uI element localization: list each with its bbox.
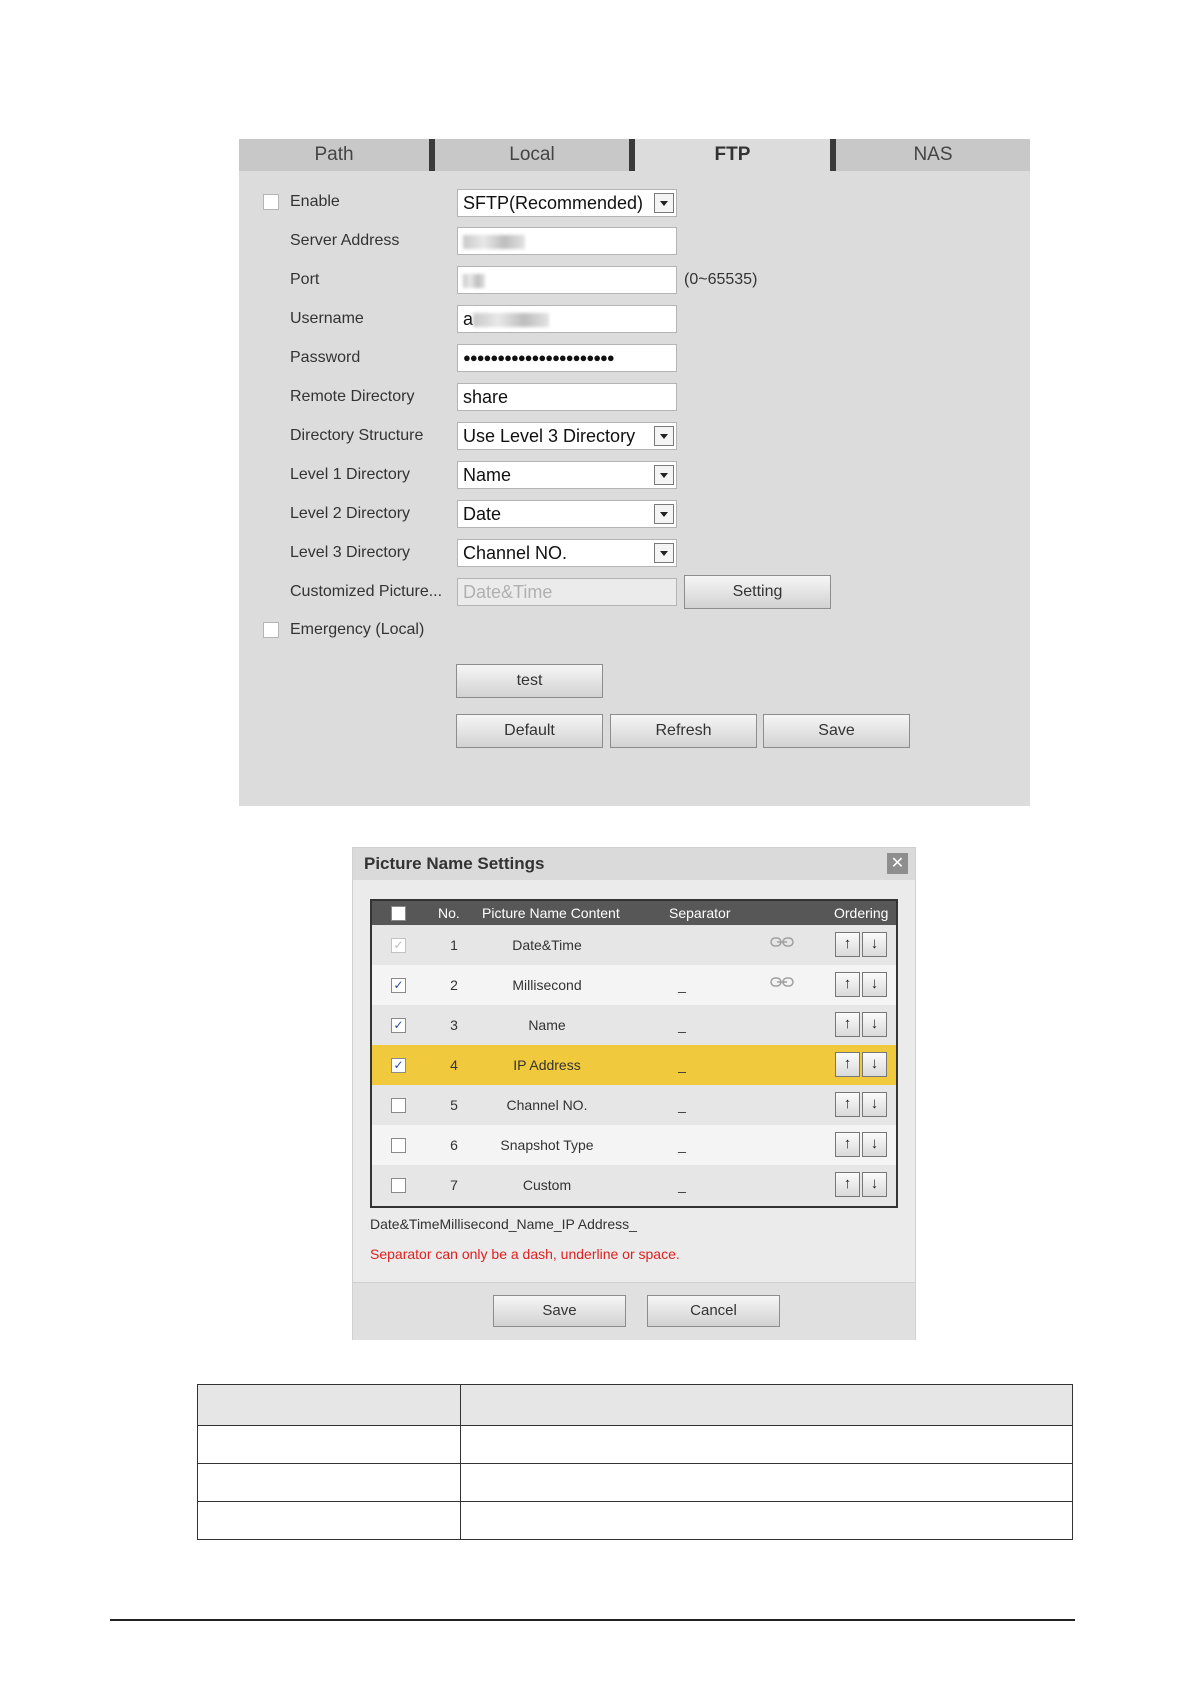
level1-directory-select[interactable]: [457, 461, 677, 489]
table-row-selected[interactable]: [372, 1045, 896, 1085]
username-label: Username: [290, 310, 364, 327]
table-cell: [461, 1502, 1073, 1540]
move-up-icon[interactable]: ↑: [835, 1172, 860, 1197]
dialog-header: [353, 848, 915, 880]
row-content: Snapshot Type: [500, 1137, 594, 1153]
level3-directory-label: Level 3 Directory: [290, 544, 411, 561]
column-separator: Separator: [669, 905, 731, 921]
table-row: [198, 1502, 1073, 1540]
move-down-icon[interactable]: ↓: [862, 1052, 887, 1077]
ftp-settings-panel: [239, 139, 1030, 806]
level2-directory-select[interactable]: [457, 500, 677, 528]
move-down-icon[interactable]: ↓: [862, 1092, 887, 1117]
move-down-icon[interactable]: ↓: [862, 1012, 887, 1037]
row-no: 3: [450, 1017, 458, 1033]
redacted-value: [463, 235, 525, 249]
table-header-row: [198, 1385, 1073, 1426]
row-separator[interactable]: _: [678, 1057, 686, 1073]
table-row[interactable]: [372, 965, 896, 1005]
username-field[interactable]: [457, 305, 677, 333]
table-cell: [198, 1502, 461, 1540]
level1-directory-value: Name: [463, 465, 512, 485]
row-checkbox[interactable]: [391, 1098, 406, 1113]
column-content: Picture Name Content: [482, 905, 620, 921]
row-content: Date&Time: [512, 937, 582, 953]
table-row[interactable]: [372, 1085, 896, 1125]
move-down-icon[interactable]: ↓: [862, 1132, 887, 1157]
directory-structure-label: Directory Structure: [290, 427, 424, 444]
dialog-title: Picture Name Settings: [364, 854, 545, 873]
row-separator[interactable]: _: [678, 1017, 686, 1033]
password-field[interactable]: ●●●●●●●●●●●●●●●●●●●●●●: [457, 344, 677, 372]
port-field[interactable]: [457, 266, 677, 294]
table-row: [198, 1464, 1073, 1502]
table-row[interactable]: [372, 1125, 896, 1165]
move-up-icon[interactable]: ↑: [835, 1132, 860, 1157]
picture-name-table: [370, 899, 898, 1208]
close-icon[interactable]: ✕: [887, 853, 908, 874]
move-down-icon[interactable]: ↓: [862, 972, 887, 997]
level3-directory-value: Channel NO.: [463, 543, 568, 563]
customized-picture-field: Date&Time: [457, 578, 677, 606]
chevron-down-icon[interactable]: [654, 543, 674, 563]
separator-hint: Separator can only be a dash, underline or space.: [370, 1246, 680, 1262]
remote-directory-label: Remote Directory: [290, 388, 415, 405]
link-icon[interactable]: [770, 933, 794, 951]
table-row[interactable]: [372, 1005, 896, 1045]
move-down-icon[interactable]: ↓: [862, 932, 887, 957]
storage-tabs: [239, 139, 1030, 171]
server-address-label: Server Address: [290, 232, 400, 249]
dialog-cancel-button[interactable]: Cancel: [647, 1295, 780, 1327]
chevron-down-icon[interactable]: [654, 426, 674, 446]
level1-directory-label: Level 1 Directory: [290, 466, 411, 483]
tab-path[interactable]: Path: [239, 139, 429, 171]
row-content: Custom: [522, 1177, 572, 1193]
table-cell: [198, 1385, 461, 1426]
table-row[interactable]: [372, 925, 896, 965]
remote-directory-field[interactable]: share: [457, 383, 677, 411]
protocol-value: SFTP(Recommended): [463, 193, 644, 213]
port-range-hint: (0~65535): [684, 271, 758, 288]
row-content: IP Address: [513, 1057, 581, 1073]
move-up-icon[interactable]: ↑: [835, 1052, 860, 1077]
dialog-save-button[interactable]: Save: [493, 1295, 626, 1327]
row-no: 1: [450, 937, 458, 953]
protocol-select[interactable]: [457, 189, 677, 217]
level2-directory-value: Date: [463, 504, 502, 524]
footer-divider: [110, 1619, 1075, 1621]
level2-directory-label: Level 2 Directory: [290, 505, 411, 522]
table-row[interactable]: [372, 1165, 896, 1206]
row-content: Millisecond: [512, 977, 582, 993]
row-no: 7: [450, 1177, 458, 1193]
row-separator[interactable]: _: [678, 1137, 686, 1153]
emergency-label: Emergency (Local): [290, 621, 425, 638]
chevron-down-icon[interactable]: [654, 504, 674, 524]
row-no: 5: [450, 1097, 458, 1113]
directory-structure-select[interactable]: [457, 422, 677, 450]
default-button[interactable]: Default: [456, 714, 603, 748]
row-separator[interactable]: _: [678, 1177, 686, 1193]
save-button[interactable]: Save: [763, 714, 910, 748]
table-cell: [461, 1385, 1073, 1426]
table-cell: [198, 1464, 461, 1502]
move-down-icon[interactable]: ↓: [862, 1172, 887, 1197]
password-label: Password: [290, 349, 361, 366]
column-no: No.: [438, 905, 460, 921]
setting-button[interactable]: Setting: [684, 575, 831, 609]
directory-structure-value: Use Level 3 Directory: [463, 426, 636, 446]
row-separator[interactable]: _: [678, 1097, 686, 1113]
picture-name-preview: Date&TimeMillisecond_Name_IP Address_: [370, 1216, 637, 1232]
move-up-icon[interactable]: ↑: [835, 1092, 860, 1117]
parameter-table: [197, 1384, 1073, 1540]
move-up-icon[interactable]: ↑: [835, 932, 860, 957]
refresh-button[interactable]: Refresh: [610, 714, 757, 748]
row-checkbox[interactable]: ✓: [391, 1058, 406, 1073]
table-row: [198, 1426, 1073, 1464]
table-cell: [461, 1426, 1073, 1464]
link-icon[interactable]: [770, 973, 794, 991]
dialog-footer: [353, 1282, 915, 1340]
move-up-icon[interactable]: ↑: [835, 972, 860, 997]
test-button[interactable]: test: [456, 664, 603, 698]
enable-label: Enable: [290, 193, 340, 210]
row-separator[interactable]: _: [678, 977, 686, 993]
row-no: 4: [450, 1057, 458, 1073]
table-header: [372, 901, 896, 925]
chevron-down-icon[interactable]: [654, 465, 674, 485]
row-checkbox: ✓: [391, 938, 406, 953]
username-prefix: a: [463, 309, 474, 329]
customized-picture-label: Customized Picture...: [290, 583, 443, 600]
server-address-field[interactable]: [457, 227, 677, 255]
chevron-down-icon[interactable]: [654, 193, 674, 213]
row-checkbox[interactable]: [391, 1138, 406, 1153]
enable-checkbox[interactable]: [263, 194, 279, 210]
row-content: Name: [528, 1017, 566, 1033]
emergency-checkbox[interactable]: [263, 622, 279, 638]
row-no: 6: [450, 1137, 458, 1153]
row-checkbox[interactable]: ✓: [391, 978, 406, 993]
tab-ftp[interactable]: FTP: [635, 139, 830, 171]
redacted-value: [473, 313, 549, 327]
port-label: Port: [290, 271, 320, 288]
row-checkbox[interactable]: ✓: [391, 1018, 406, 1033]
table-cell: [198, 1426, 461, 1464]
row-checkbox[interactable]: [391, 1178, 406, 1193]
redacted-value: [463, 274, 485, 288]
select-all-checkbox[interactable]: [391, 906, 406, 921]
table-cell: [461, 1464, 1073, 1502]
move-up-icon[interactable]: ↑: [835, 1012, 860, 1037]
column-ordering: Ordering: [834, 905, 889, 921]
row-content: Channel NO.: [506, 1097, 588, 1113]
picture-name-settings-dialog: [352, 847, 916, 1340]
row-no: 2: [450, 977, 458, 993]
level3-directory-select[interactable]: [457, 539, 677, 567]
tab-nas[interactable]: NAS: [836, 139, 1030, 171]
tab-local[interactable]: Local: [435, 139, 629, 171]
